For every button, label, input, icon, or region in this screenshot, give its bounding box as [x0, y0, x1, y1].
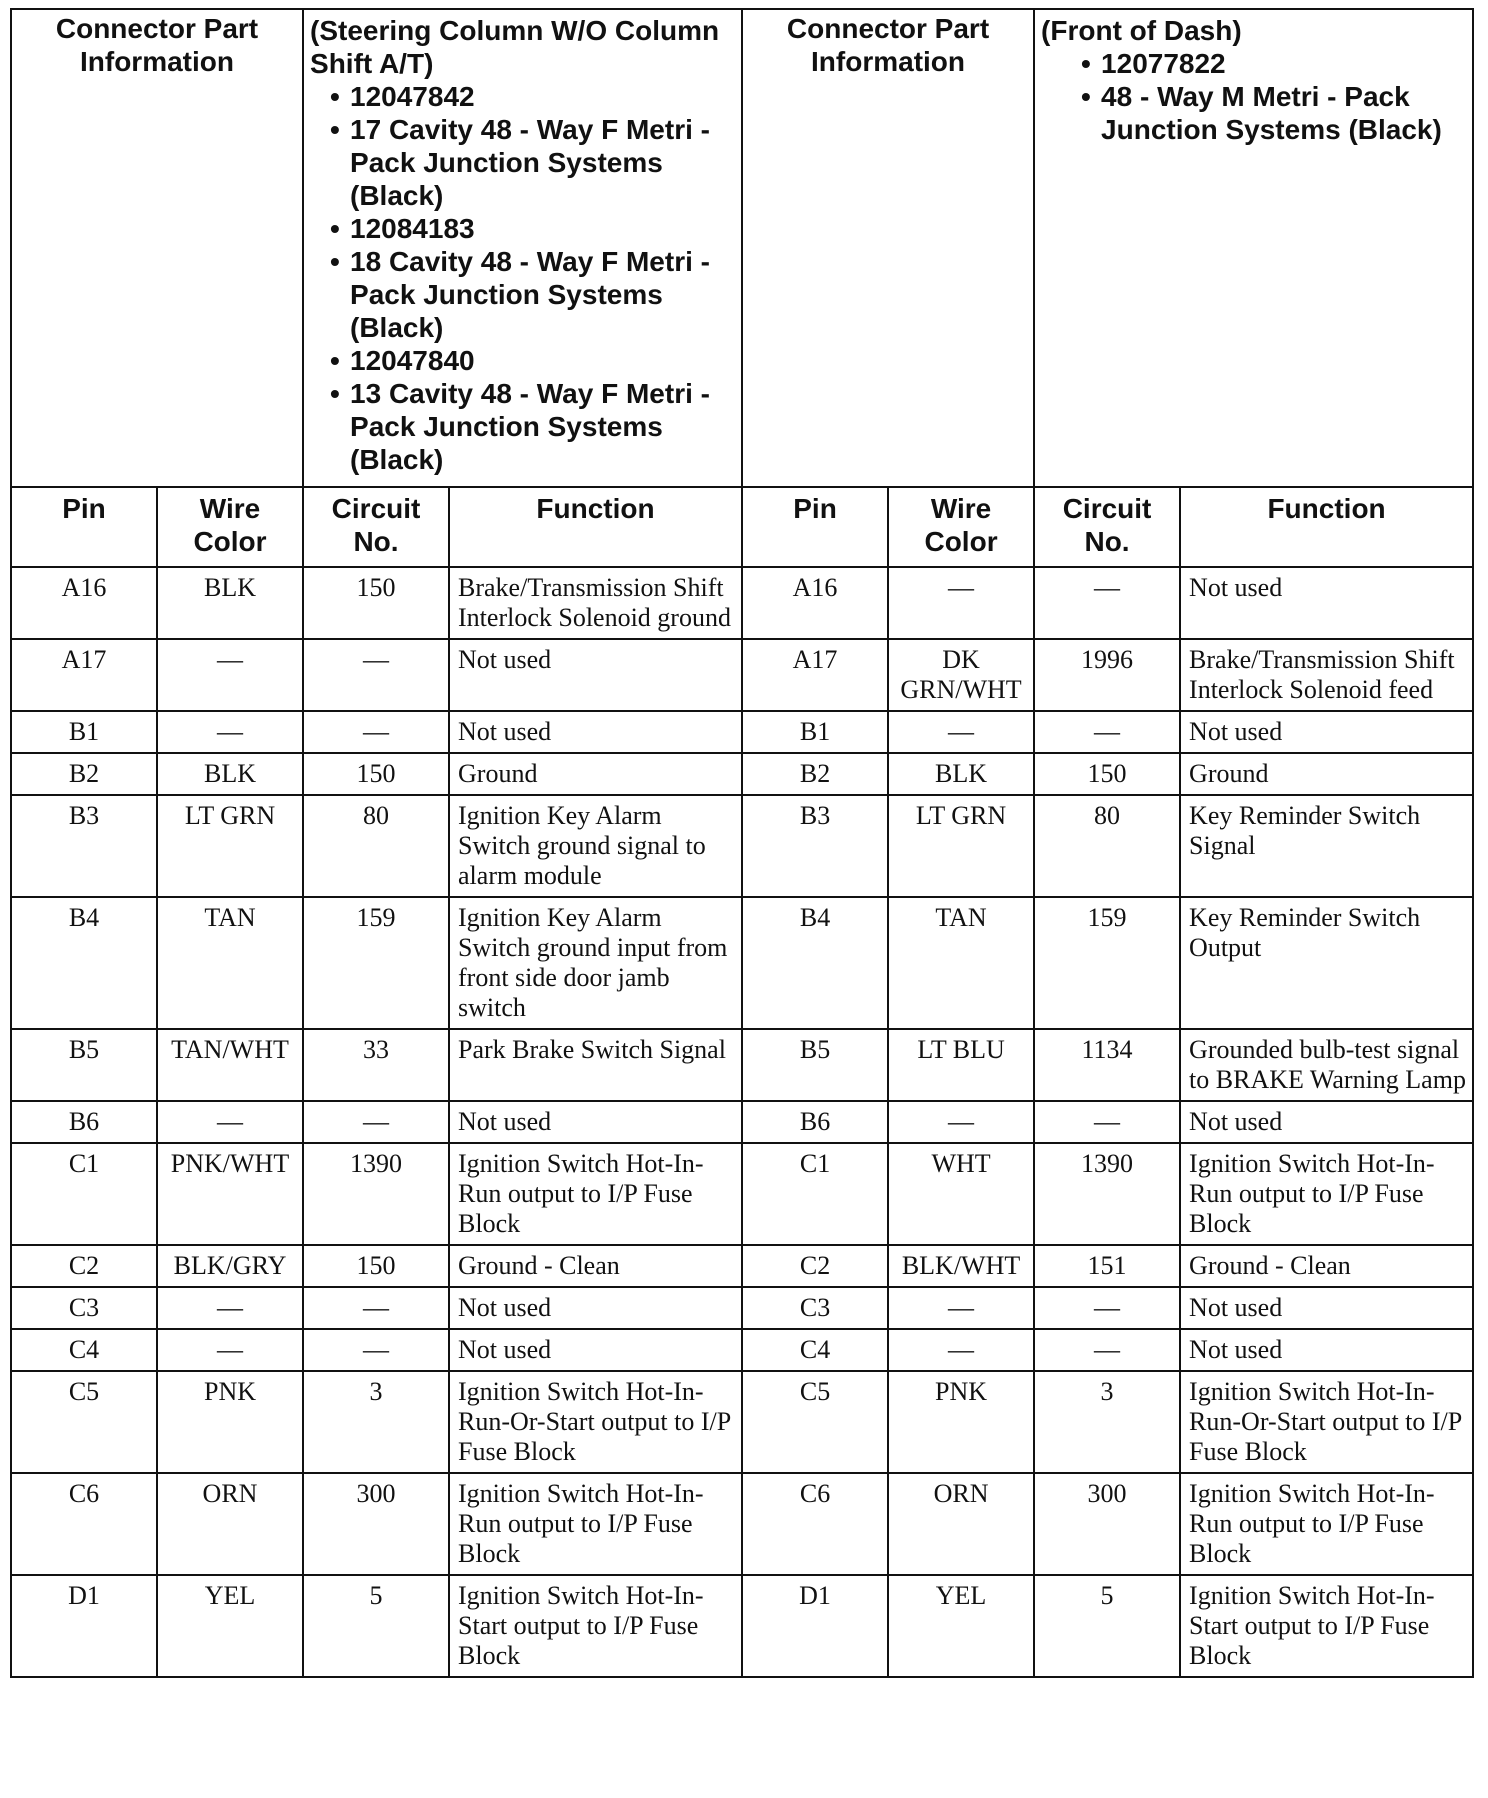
circuit-cell: — — [1034, 1287, 1180, 1329]
pin-cell: A17 — [11, 639, 157, 711]
function-cell: Not used — [449, 1287, 742, 1329]
wire-color-cell: BLK — [888, 753, 1034, 795]
table-row — [11, 1473, 1473, 1575]
col-header-wire-color: Wire Color — [888, 487, 1034, 567]
function-cell: Ground — [449, 753, 742, 795]
wire-color-cell: — — [888, 1101, 1034, 1143]
circuit-cell: 80 — [303, 795, 449, 897]
right-connector-title: (Front of Dash) — [1041, 15, 1242, 46]
right-connector-bullets — [1041, 47, 1466, 146]
pin-cell: C3 — [11, 1287, 157, 1329]
left-connector-info — [303, 9, 742, 487]
pin-cell: C5 — [11, 1371, 157, 1473]
wire-color-cell: TAN — [157, 897, 303, 1029]
circuit-cell: — — [303, 1287, 449, 1329]
function-cell: Ignition Switch Hot-In-Start output to I/P Fuse Block — [449, 1575, 742, 1677]
function-cell: Ignition Switch Hot-In-Run output to I/P Fuse Block — [1180, 1143, 1473, 1245]
wire-color-cell: LT GRN — [888, 795, 1034, 897]
wire-color-cell: TAN/WHT — [157, 1029, 303, 1101]
pin-cell: A16 — [11, 567, 157, 639]
connector-header-row — [11, 9, 1473, 487]
circuit-cell: — — [303, 639, 449, 711]
circuit-cell: 300 — [1034, 1473, 1180, 1575]
bullet-item: • 17 Cavity 48 - Way F Metri - Pack Junction Systems (Black) — [350, 113, 735, 212]
table-row — [11, 1329, 1473, 1371]
wire-color-cell: BLK/WHT — [888, 1245, 1034, 1287]
wire-color-cell: LT BLU — [888, 1029, 1034, 1101]
circuit-cell: — — [303, 711, 449, 753]
circuit-cell: — — [1034, 567, 1180, 639]
wire-color-cell: ORN — [157, 1473, 303, 1575]
wire-color-cell: PNK — [888, 1371, 1034, 1473]
bullet-item: • 12084183 — [350, 212, 735, 245]
function-cell: Not used — [449, 711, 742, 753]
wire-color-cell: — — [157, 639, 303, 711]
pin-cell: A17 — [742, 639, 888, 711]
function-cell: Not used — [1180, 711, 1473, 753]
table-row — [11, 639, 1473, 711]
column-header-row — [11, 487, 1473, 567]
wire-color-cell: TAN — [888, 897, 1034, 1029]
wire-color-cell: YEL — [888, 1575, 1034, 1677]
function-cell: Key Reminder Switch Signal — [1180, 795, 1473, 897]
function-cell: Ignition Switch Hot-In-Run output to I/P Fuse Block — [1180, 1473, 1473, 1575]
table-row — [11, 795, 1473, 897]
circuit-cell: — — [303, 1329, 449, 1371]
right-connector-info — [1034, 9, 1473, 487]
pin-cell: C1 — [11, 1143, 157, 1245]
bullet-item: • 48 - Way M Metri - Pack Junction Systems (Black) — [1101, 80, 1466, 146]
function-cell: Ignition Key Alarm Switch ground input from front side door jamb switch — [449, 897, 742, 1029]
wire-color-cell: YEL — [157, 1575, 303, 1677]
pin-cell: B5 — [742, 1029, 888, 1101]
circuit-cell: 150 — [303, 567, 449, 639]
pin-cell: B6 — [11, 1101, 157, 1143]
function-cell: Ground — [1180, 753, 1473, 795]
circuit-cell: 1134 — [1034, 1029, 1180, 1101]
wire-color-cell: — — [157, 1101, 303, 1143]
col-header-wire-color: Wire Color — [157, 487, 303, 567]
function-cell: Not used — [449, 1101, 742, 1143]
pin-cell: B2 — [11, 753, 157, 795]
function-cell: Not used — [1180, 1101, 1473, 1143]
circuit-cell: 33 — [303, 1029, 449, 1101]
circuit-cell: — — [1034, 711, 1180, 753]
function-cell: Ground - Clean — [449, 1245, 742, 1287]
col-header-circuit-no: Circuit No. — [303, 487, 449, 567]
bullet-item: • 12047842 — [350, 80, 735, 113]
wire-color-cell: ORN — [888, 1473, 1034, 1575]
function-cell: Grounded bulb-test signal to BRAKE Warning Lamp — [1180, 1029, 1473, 1101]
function-cell: Ignition Key Alarm Switch ground signal to alarm module — [449, 795, 742, 897]
col-header-pin: Pin — [11, 487, 157, 567]
function-cell: Ignition Switch Hot-In-Start output to I/P Fuse Block — [1180, 1575, 1473, 1677]
col-header-function: Function — [1180, 487, 1473, 567]
pin-cell: C4 — [11, 1329, 157, 1371]
table-row — [11, 753, 1473, 795]
circuit-cell: 159 — [1034, 897, 1180, 1029]
table-row — [11, 897, 1473, 1029]
left-connector-title: (Steering Column W/O Column Shift A/T) — [310, 15, 720, 79]
pin-cell: B1 — [11, 711, 157, 753]
right-connector-part-label: Connector Part Information — [742, 9, 1034, 487]
function-cell: Ignition Switch Hot-In-Run-Or-Start output to I/P Fuse Block — [449, 1371, 742, 1473]
wire-color-cell: — — [157, 1329, 303, 1371]
circuit-cell: 150 — [303, 753, 449, 795]
wire-color-cell: BLK/GRY — [157, 1245, 303, 1287]
col-header-function: Function — [449, 487, 742, 567]
table-row — [11, 1245, 1473, 1287]
circuit-cell: 80 — [1034, 795, 1180, 897]
circuit-cell: 150 — [1034, 753, 1180, 795]
wire-color-cell: — — [157, 711, 303, 753]
wire-color-cell: — — [888, 711, 1034, 753]
pin-cell: C2 — [11, 1245, 157, 1287]
function-cell: Not used — [1180, 1329, 1473, 1371]
circuit-cell: — — [1034, 1329, 1180, 1371]
function-cell: Not used — [449, 639, 742, 711]
table-row — [11, 1143, 1473, 1245]
pin-cell: A16 — [742, 567, 888, 639]
pin-cell: B6 — [742, 1101, 888, 1143]
table-row — [11, 567, 1473, 639]
pin-cell: B4 — [742, 897, 888, 1029]
table-row — [11, 1029, 1473, 1101]
wire-color-cell: WHT — [888, 1143, 1034, 1245]
bullet-item: • 13 Cavity 48 - Way F Metri - Pack Junction Systems (Black) — [350, 377, 735, 476]
wire-color-cell: BLK — [157, 753, 303, 795]
circuit-cell: 3 — [303, 1371, 449, 1473]
connector-table — [10, 8, 1474, 1678]
bullet-item: • 18 Cavity 48 - Way F Metri - Pack Junction Systems (Black) — [350, 245, 735, 344]
circuit-cell: 1996 — [1034, 639, 1180, 711]
pin-cell: B2 — [742, 753, 888, 795]
pin-cell: C6 — [742, 1473, 888, 1575]
function-cell: Not used — [1180, 1287, 1473, 1329]
table-row — [11, 1371, 1473, 1473]
circuit-cell: 1390 — [1034, 1143, 1180, 1245]
pin-cell: C3 — [742, 1287, 888, 1329]
function-cell: Key Reminder Switch Output — [1180, 897, 1473, 1029]
wire-color-cell: BLK — [157, 567, 303, 639]
left-connector-bullets — [310, 80, 735, 476]
circuit-cell: 5 — [303, 1575, 449, 1677]
function-cell: Ground - Clean — [1180, 1245, 1473, 1287]
function-cell: Ignition Switch Hot-In-Run-Or-Start output to I/P Fuse Block — [1180, 1371, 1473, 1473]
pin-cell: C4 — [742, 1329, 888, 1371]
pin-cell: C1 — [742, 1143, 888, 1245]
circuit-cell: 1390 — [303, 1143, 449, 1245]
function-cell: Not used — [449, 1329, 742, 1371]
circuit-cell: 300 — [303, 1473, 449, 1575]
function-cell: Brake/Transmission Shift Interlock Solenoid ground — [449, 567, 742, 639]
pin-cell: C2 — [742, 1245, 888, 1287]
circuit-cell: 159 — [303, 897, 449, 1029]
pin-cell: B5 — [11, 1029, 157, 1101]
circuit-cell: 5 — [1034, 1575, 1180, 1677]
pin-cell: B4 — [11, 897, 157, 1029]
pin-cell: B1 — [742, 711, 888, 753]
circuit-cell: 150 — [303, 1245, 449, 1287]
pin-cell: B3 — [11, 795, 157, 897]
pin-cell: D1 — [11, 1575, 157, 1677]
wire-color-cell: — — [888, 1287, 1034, 1329]
circuit-cell: — — [1034, 1101, 1180, 1143]
table-row — [11, 1287, 1473, 1329]
wire-color-cell: LT GRN — [157, 795, 303, 897]
wire-color-cell: — — [888, 1329, 1034, 1371]
circuit-cell: — — [303, 1101, 449, 1143]
pin-cell: C6 — [11, 1473, 157, 1575]
function-cell: Ignition Switch Hot-In-Run output to I/P Fuse Block — [449, 1143, 742, 1245]
col-header-circuit-no: Circuit No. — [1034, 487, 1180, 567]
wire-color-cell: — — [157, 1287, 303, 1329]
bullet-item: • 12047840 — [350, 344, 735, 377]
table-row — [11, 1101, 1473, 1143]
col-header-pin: Pin — [742, 487, 888, 567]
pin-cell: D1 — [742, 1575, 888, 1677]
pin-cell: B3 — [742, 795, 888, 897]
table-row — [11, 1575, 1473, 1677]
function-cell: Park Brake Switch Signal — [449, 1029, 742, 1101]
wire-color-cell: PNK — [157, 1371, 303, 1473]
pin-rows — [11, 567, 1473, 1677]
function-cell: Not used — [1180, 567, 1473, 639]
left-connector-part-label: Connector Part Information — [11, 9, 303, 487]
circuit-cell: 3 — [1034, 1371, 1180, 1473]
function-cell: Brake/Transmission Shift Interlock Solenoid feed — [1180, 639, 1473, 711]
circuit-cell: 151 — [1034, 1245, 1180, 1287]
wire-color-cell: PNK/WHT — [157, 1143, 303, 1245]
table-row — [11, 711, 1473, 753]
wire-color-cell: DK GRN/WHT — [888, 639, 1034, 711]
connector-table-sheet — [10, 8, 1472, 1678]
function-cell: Ignition Switch Hot-In-Run output to I/P Fuse Block — [449, 1473, 742, 1575]
wire-color-cell: — — [888, 567, 1034, 639]
pin-cell: C5 — [742, 1371, 888, 1473]
bullet-item: • 12077822 — [1101, 47, 1466, 80]
